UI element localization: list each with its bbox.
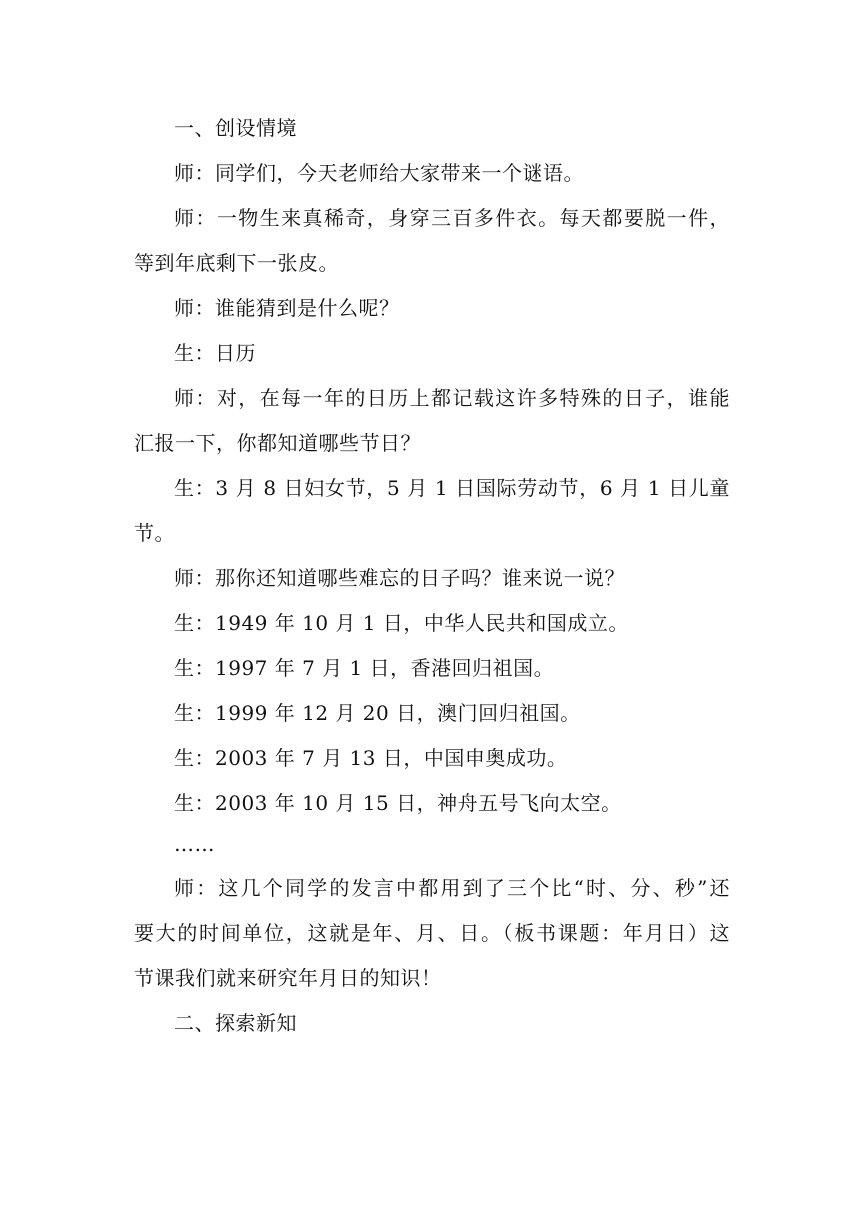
paragraph-line: 等到年底剩下一张皮。	[134, 251, 339, 275]
paragraph-line: 节。	[134, 521, 175, 545]
paragraph-line: 师：那你还知道哪些难忘的日子吗？谁来说一说？	[174, 566, 625, 590]
paragraph-line: 师：这几个同学的发言中都用到了三个比“时、分、秒”还	[174, 876, 730, 900]
paragraph-line: 生：日历	[174, 341, 256, 365]
paragraph-line: 生：2003 年 10 月 15 日，神舟五号飞向太空。	[174, 791, 622, 815]
paragraph-line: 节课我们就来研究年月日的知识！	[134, 966, 442, 990]
paragraph-line: 生：3 月 8 日妇女节，5 月 1 日国际劳动节，6 月 1 日儿童	[174, 476, 730, 500]
paragraph-line: 汇报一下，你都知道哪些节日？	[134, 431, 421, 455]
paragraph-line: 要大的时间单位，这就是年、月、日。（板书课题：年月日）这	[134, 921, 730, 945]
ellipsis-line: ……	[174, 832, 215, 856]
paragraph-line: 师：对，在每一年的日历上都记载这许多特殊的日子，谁能	[174, 386, 730, 410]
paragraph-line: 生：2003 年 7 月 13 日，中国申奥成功。	[174, 746, 568, 770]
paragraph-line: 师：一物生来真稀奇，身穿三百多件衣。每天都要脱一件，	[174, 206, 730, 230]
section-heading-2: 二、探索新知	[174, 1011, 297, 1035]
section-heading-1: 一、创设情境	[174, 116, 297, 140]
paragraph-line: 生：1997 年 7 月 1 日，香港回归祖国。	[174, 656, 555, 680]
paragraph-line: 师：同学们，今天老师给大家带来一个谜语。	[174, 161, 584, 185]
paragraph-line: 生：1999 年 12 月 20 日，澳门回归祖国。	[174, 701, 581, 725]
paragraph-line: 师：谁能猜到是什么呢？	[174, 296, 400, 320]
paragraph-line: 生：1949 年 10 月 1 日，中华人民共和国成立。	[174, 611, 629, 635]
